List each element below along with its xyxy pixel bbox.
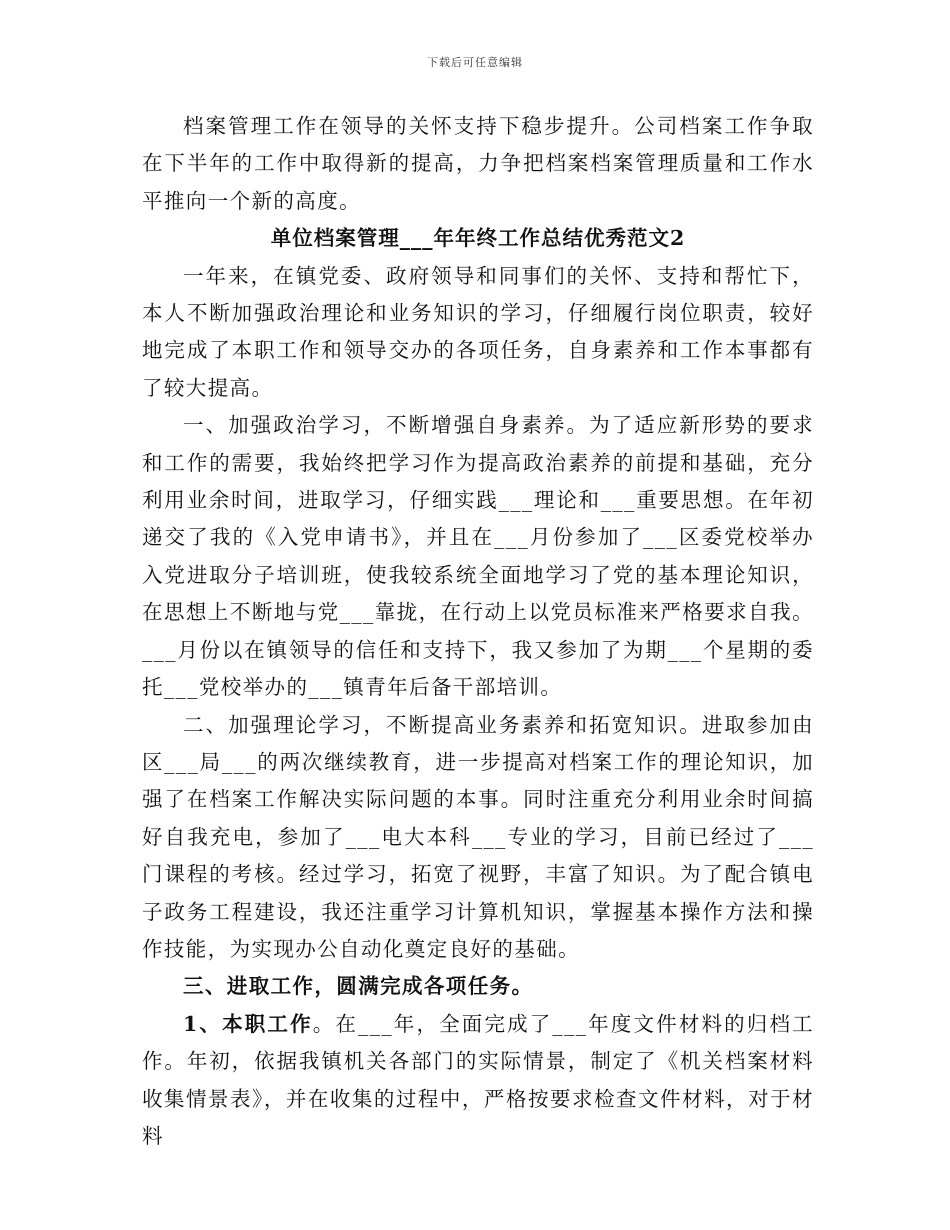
item-1-text: 。在___年，全面完成了___年度文件材料的归档工作。年初，依据我镇机关各部门的实际情景，制定了《机关档案材料收集情景表》，并在收集的过程中，严格按要求检查文件材料，对于材料 [142, 1011, 815, 1148]
intro-paragraph: 档案管理工作在领导的关怀支持下稳步提升。公司档案工作争取在下半年的工作中取得新的提高，力争把档案档案管理质量和工作水平推向一个新的高度。 [142, 114, 814, 213]
item-1-label: 1、本职工作 [183, 1011, 313, 1036]
document-body [142, 108, 814, 1155]
page-header: 下载后可任意编辑 [427, 56, 523, 69]
paragraph-3: 二、加强理论学习，不断提高业务素养和拓宽知识。进取参加由区___局___的两次继续教育，进一步提高对档案工作的理论知识，加强了在档案工作解决实际问题的本事。同时注重充分利用业余时间搞好自我充电，参加了___电大本科___专业的学习，目前已经过了___门课程的考核。经过学习，拓宽了视野，丰富了知识。为了配合镇电子政务工程建设，我还注重学习计算机知识，掌握基本操作方法和操作技能，为实现办公自动化奠定良好的基础。 [142, 712, 814, 961]
document-title: 单位档案管理___年年终工作总结优秀范文2 [270, 226, 686, 251]
paragraph-1: 一年来，在镇党委、政府领导和同事们的关怀、支持和帮忙下，本人不断加强政治理论和业务知识的学习，仔细履行岗位职责，较好地完成了本职工作和领导交办的各项任务，自身素养和工作本事都有了较大提高。 [142, 263, 814, 400]
item-1-paragraph [142, 1006, 814, 1156]
paragraph-2: 一、加强政治学习，不断增强自身素养。为了适应新形势的要求和工作的需要，我始终把学习作为提高政治素养的前提和基础，充分利用业余时间，进取学习，仔细实践___理论和___重要思想。在年初递交了我的《入党申请书》，并且在___月份参加了___区委党校举办入党进取分子培训班，使我较系统全面地学习了党的基本理论知识，在思想上不断地与党___靠拢，在行动上以党员标准来严格要求自我。___月份以在镇领导的信任和支持下，我又参加了为期___个星期的委托___党校举办的___镇青年后备干部培训。 [142, 413, 814, 700]
section-3-heading: 三、进取工作，圆满完成各项任务。 [183, 974, 534, 999]
